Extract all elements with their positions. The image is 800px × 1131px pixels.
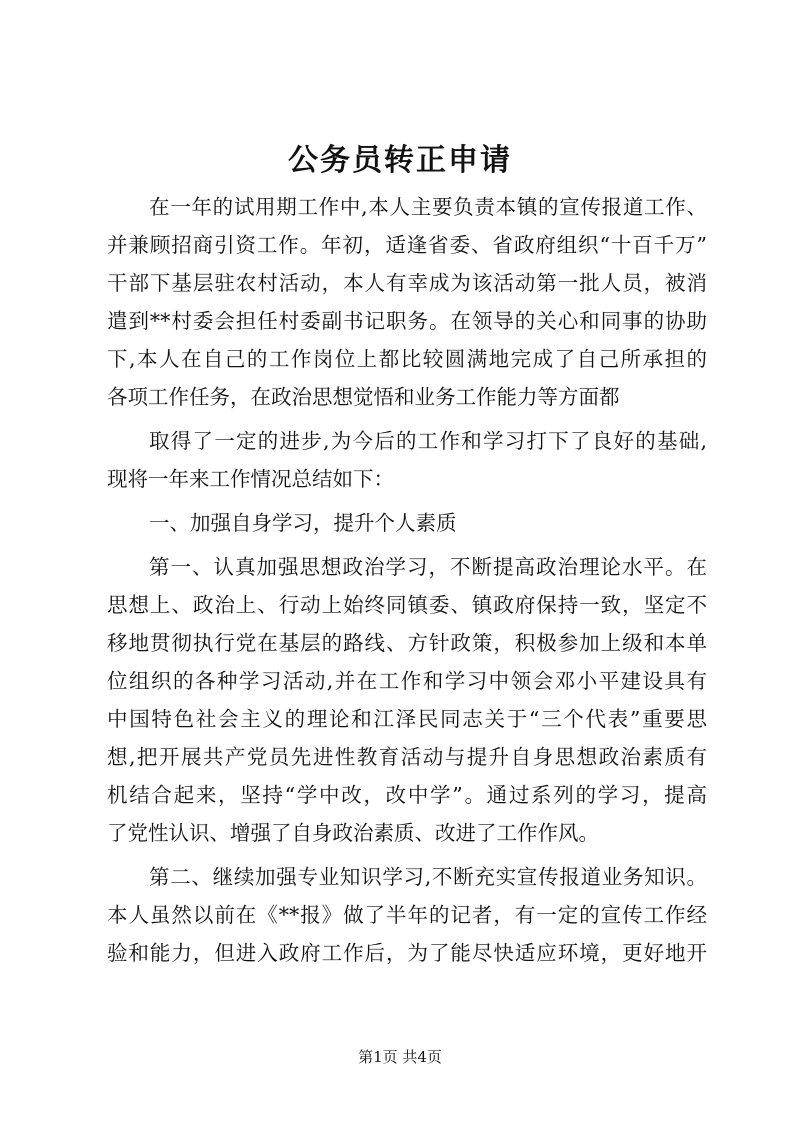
paragraph-line: 各项工作任务，在政治思想觉悟和业务工作能力等方面都 <box>107 385 620 409</box>
paragraph-line: 第二、继续加强专业知识学习,不断充实宣传报道业务知识。 <box>149 865 707 889</box>
paragraph-line: 现将一年来工作情况总结如下： <box>107 467 394 491</box>
paragraph-line: 遣到**村委会担任村委副书记职务。在领导的关心和同事的协助 <box>107 309 707 333</box>
paragraph-line: 验和能力，但进入政府工作后，为了能尽快适应环境，更好地开 <box>107 941 707 965</box>
section-heading: 一、加强自身学习，提升个人素质 <box>149 511 457 535</box>
document-title: 公务员转正申请 <box>288 143 512 178</box>
document-body <box>107 188 707 972</box>
paragraph-line: 在一年的试用期工作中,本人主要负责本镇的宣传报道工作、 <box>149 195 707 219</box>
paragraph-line: 思想上、政治上、行动上始终同镇委、镇政府保持一致，坚定不 <box>107 593 707 617</box>
paragraph-line: 了党性认识、增强了自身政治素质、改进了工作作风。 <box>107 821 599 845</box>
paragraph-line: 下,本人在自己的工作岗位上都比较圆满地完成了自己所承担的 <box>107 347 707 371</box>
paragraph-line: 干部下基层驻农村活动，本人有幸成为该活动第一批人员，被消 <box>107 271 707 295</box>
paragraph-line: 取得了一定的进步,为今后的工作和学习打下了良好的基础, <box>149 429 707 453</box>
paragraph-line: 想,把开展共产党员先进性教育活动与提升自身思想政治素质有 <box>107 745 707 769</box>
paragraph-line: 机结合起来，坚持“学中改，改中学”。通过系列的学习，提高 <box>107 783 707 807</box>
paragraph-line: 并兼顾招商引资工作。年初，适逢省委、省政府组织“十百千万” <box>107 233 707 257</box>
paragraph-line: 本人虽然以前在《**报》做了半年的记者，有一定的宣传工作经 <box>107 903 707 927</box>
paragraph-line: 中国特色社会主义的理论和江泽民同志关于“三个代表”重要思 <box>107 707 707 731</box>
paragraph-line: 移地贯彻执行党在基层的路线、方针政策，积极参加上级和本单 <box>107 631 707 655</box>
page-footer: 第1页 共4页 <box>358 1048 442 1066</box>
paragraph-line: 位组织的各种学习活动,并在工作和学习中领会邓小平建设具有 <box>107 669 707 693</box>
paragraph-line: 第一、认真加强思想政治学习，不断提高政治理论水平。在 <box>149 555 707 579</box>
